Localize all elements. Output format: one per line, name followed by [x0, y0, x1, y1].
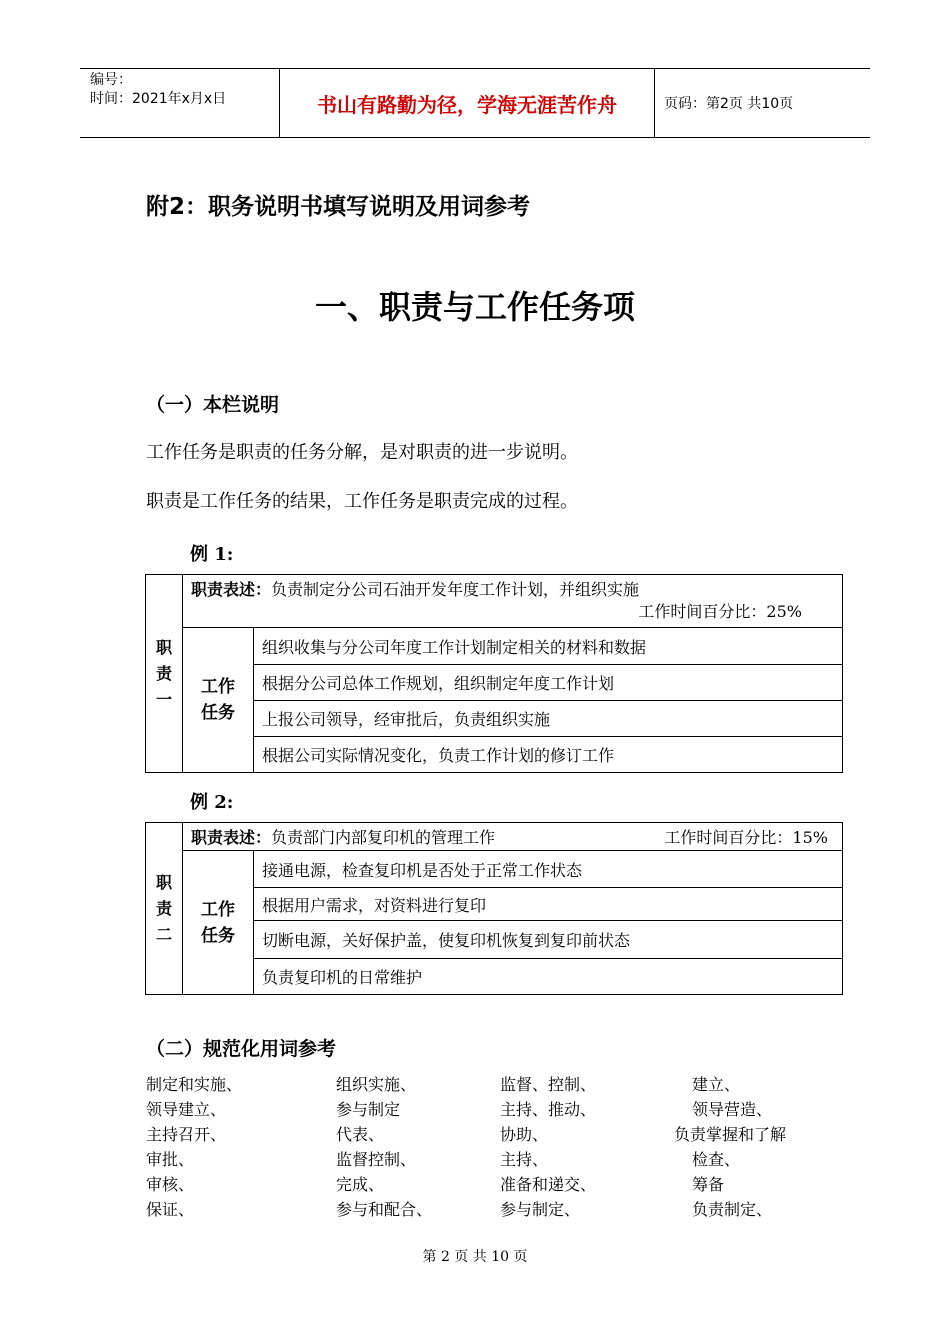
- word-row: [146, 1172, 846, 1197]
- word-item: 协助、: [500, 1125, 549, 1144]
- task-label-line: 工作: [201, 677, 235, 697]
- word-row: [146, 1072, 846, 1097]
- task-item: 根据分公司总体工作规划，组织制定年度工作计划: [254, 665, 843, 701]
- duty-table-1: [145, 574, 843, 773]
- example-1-label: 例 1:: [190, 544, 234, 565]
- word-row: [146, 1097, 846, 1122]
- word-item: 参与和配合、: [336, 1200, 433, 1219]
- time-percent: 工作时间百分比：25%: [638, 602, 802, 621]
- duty-table-2: [145, 822, 843, 995]
- task-item: 组织收集与分公司年度工作计划制定相关的材料和数据: [254, 628, 843, 665]
- task-item: 上报公司领导，经审批后，负责组织实施: [254, 701, 843, 737]
- desc-label: 职责表述：: [191, 580, 272, 599]
- desc-label: 职责表述：: [191, 828, 272, 847]
- word-item: 审核、: [146, 1175, 195, 1194]
- duty-char: 职: [155, 637, 172, 657]
- word-item: 建立、: [692, 1075, 741, 1094]
- word-item: 领导营造、: [692, 1100, 773, 1119]
- duty-char: 二: [155, 924, 172, 944]
- word-item: 参与制定、: [500, 1200, 581, 1219]
- word-item: 负责制定、: [692, 1200, 773, 1219]
- number-label: 编号：: [90, 72, 132, 88]
- word-item: 领导建立、: [146, 1100, 227, 1119]
- document-title: 附2：职务说明书填写说明及用词参考: [146, 194, 531, 220]
- duty-char: 责: [155, 663, 172, 683]
- example-2-label: 例 2:: [190, 792, 234, 813]
- subsection-title-1: （一）本栏说明: [146, 394, 280, 416]
- word-row: [146, 1147, 846, 1172]
- word-item: 监督控制、: [336, 1150, 417, 1169]
- task-item: 根据公司实际情况变化，负责工作计划的修订工作: [254, 737, 843, 773]
- header-meta: [80, 69, 280, 137]
- word-item: 主持召开、: [146, 1125, 227, 1144]
- duty-description-2: [183, 823, 843, 851]
- task-item: 根据用户需求，对资料进行复印: [254, 888, 843, 921]
- task-label-line: 任务: [201, 703, 235, 723]
- word-item: 组织实施、: [336, 1075, 417, 1094]
- word-item: 检查、: [692, 1150, 741, 1169]
- duty-char: 一: [155, 689, 172, 709]
- word-item: 监督、控制、: [500, 1075, 597, 1094]
- word-item: 代表、: [336, 1125, 385, 1144]
- desc-text: 负责制定分公司石油开发年度工作计划，并组织实施: [271, 580, 640, 599]
- time-label: 时间：2021年x月x日: [90, 91, 227, 107]
- duty-char: 责: [155, 898, 172, 918]
- task-label-line: 工作: [201, 899, 235, 920]
- word-reference-list: [146, 1072, 846, 1222]
- word-item: 准备和递交、: [500, 1175, 597, 1194]
- task-item: 接通电源，检查复印机是否处于正常工作状态: [254, 851, 843, 888]
- word-item: 筹备: [692, 1175, 725, 1194]
- word-item: 主持、: [500, 1150, 549, 1169]
- paragraph-1: 工作任务是职责的任务分解，是对职责的进一步说明。: [146, 442, 578, 463]
- word-item: 主持、推动、: [500, 1100, 597, 1119]
- duty-label-2: [146, 823, 183, 995]
- time-percent: 工作时间百分比：15%: [664, 828, 828, 847]
- word-item: 保证、: [146, 1200, 195, 1219]
- desc-text: 负责部门内部复印机的管理工作: [271, 828, 496, 847]
- section-title: 一、职责与工作任务项: [314, 288, 635, 326]
- subsection-title-2: （二）规范化用词参考: [146, 1038, 337, 1060]
- word-row: [146, 1197, 846, 1222]
- word-item: 审批、: [146, 1150, 195, 1169]
- task-label-2: [183, 851, 254, 995]
- task-label-line: 任务: [201, 925, 235, 946]
- page-footer: 第 2 页 共 10 页: [422, 1249, 528, 1265]
- word-item: 负责掌握和了解: [674, 1125, 787, 1144]
- word-item: 制定和实施、: [146, 1075, 243, 1094]
- duty-char: 职: [155, 872, 172, 892]
- word-item: 参与制定: [336, 1100, 401, 1119]
- page-header: [80, 68, 870, 138]
- task-item: 负责复印机的日常维护: [254, 959, 843, 995]
- header-motto: 书山有路勤为径，学海无涯苦作舟: [280, 69, 655, 137]
- paragraph-2: 职责是工作任务的结果，工作任务是职责完成的过程。: [146, 491, 578, 512]
- word-item: 完成、: [336, 1175, 385, 1194]
- duty-description-1: [183, 575, 843, 628]
- header-page-code: 页码：第2页 共10页: [664, 96, 794, 112]
- duty-label-1: [146, 575, 183, 773]
- task-label-1: [183, 628, 254, 773]
- task-item: 切断电源，关好保护盖，使复印机恢复到复印前状态: [254, 921, 843, 959]
- word-row: [146, 1122, 846, 1147]
